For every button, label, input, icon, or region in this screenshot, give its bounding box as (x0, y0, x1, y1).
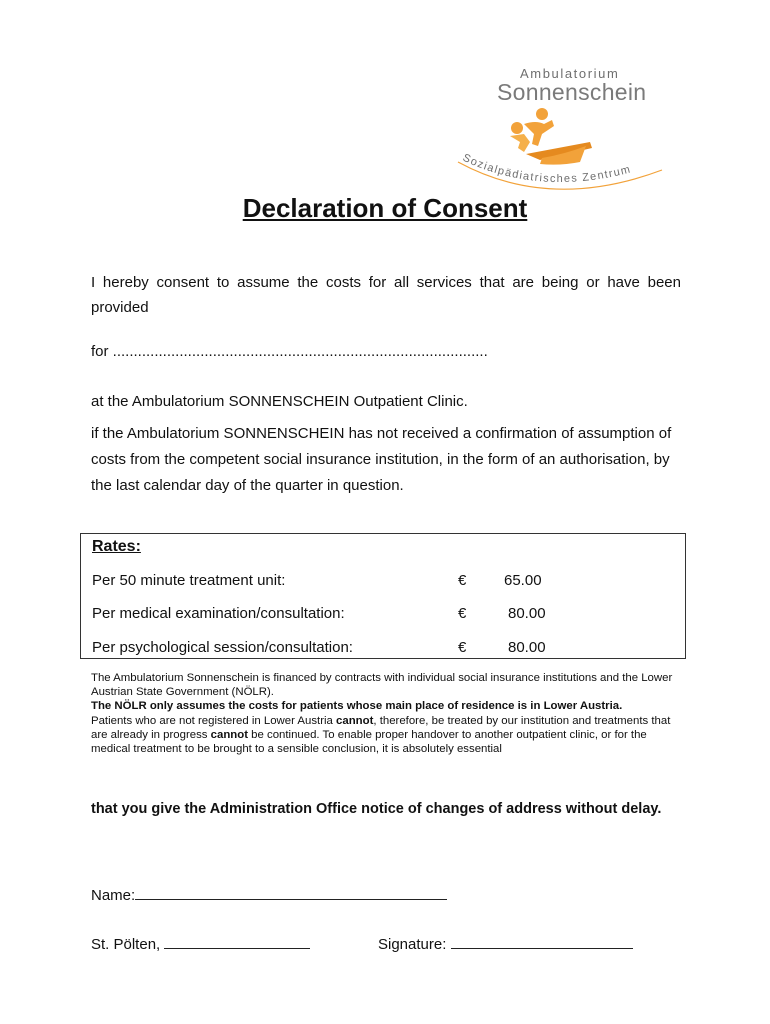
info-text-part: Patients who are not registered in Lower Austria (91, 714, 337, 727)
name-label: Name: (91, 887, 136, 904)
name-field[interactable] (135, 885, 447, 900)
rate-row (92, 572, 682, 594)
place-field-row (91, 934, 310, 953)
rate-label: Per psychological session/consultation: (92, 639, 353, 656)
logo-name-text: Sonnenschein (497, 79, 647, 105)
rates-title: Rates: (92, 538, 141, 555)
signature-label: Signature: (378, 936, 451, 953)
date-field[interactable] (164, 934, 310, 949)
name-field-row (91, 885, 447, 904)
for-line: for .......................................................................................... (91, 343, 488, 360)
rate-amount: 65.00 (504, 572, 542, 589)
info-text-part: be continued. To enable proper handover to another outpatient clinic, or for the medical treatment to be brought to a sensible conclusion, it is absolutely essential (91, 728, 647, 756)
signature-field-row (378, 934, 633, 953)
notice-text: that you give the Administration Office notice of changes of address without delay. (91, 801, 662, 817)
info-text (91, 671, 681, 756)
rate-row (92, 639, 682, 661)
info-paragraph-noelr: The NÖLR only assumes the costs for patients whose main place of residence is in Lower Austria. (91, 700, 623, 713)
rate-amount: 80.00 (508, 639, 546, 656)
info-emphasis: cannot (210, 728, 249, 741)
rate-amount: 80.00 (508, 605, 546, 622)
signature-field[interactable] (451, 934, 633, 949)
logo-figure-body-icon (510, 134, 530, 152)
rate-label: Per medical examination/consultation: (92, 605, 345, 622)
rate-currency: € (458, 572, 467, 589)
info-paragraph-financing: The Ambulatorium Sonnenschein is financed by contracts with individual social insurance institutions and the Lower Austrian State Government (NÖLR). (91, 672, 673, 699)
rate-row (92, 605, 682, 627)
place-label: St. Pölten, (91, 936, 165, 953)
page-title: Declaration of Consent (242, 193, 528, 223)
logo-figure-head-icon (536, 108, 548, 120)
intro-paragraph: I hereby consent to assume the costs for all services that are being or have been provided (91, 274, 681, 316)
info-text-part: , therefore, be treated by our institution and treatments that are already in progress (91, 714, 671, 741)
rate-currency: € (458, 639, 467, 656)
rate-label: Per 50 minute treatment unit: (92, 572, 286, 589)
logo-top-text: Ambulatorium (520, 66, 620, 81)
clinic-logo (440, 62, 670, 202)
condition-paragraph: if the Ambulatorium SONNENSCHEIN has not received a confirmation of assumption of costs from the competent social insurance institution, in the form of an authorisation, by the last calendar day of the quarter in question. (91, 425, 672, 494)
logo-arc-text: Sozialpädiatrisches Zentrum (460, 151, 633, 186)
info-emphasis: cannot (336, 714, 374, 727)
logo-figure-head-icon (511, 122, 523, 134)
rates-box (80, 533, 686, 659)
rate-currency: € (458, 605, 467, 622)
clinic-line: at the Ambulatorium SONNENSCHEIN Outpatient Clinic. (91, 393, 468, 410)
info-paragraph-patients (91, 714, 681, 757)
